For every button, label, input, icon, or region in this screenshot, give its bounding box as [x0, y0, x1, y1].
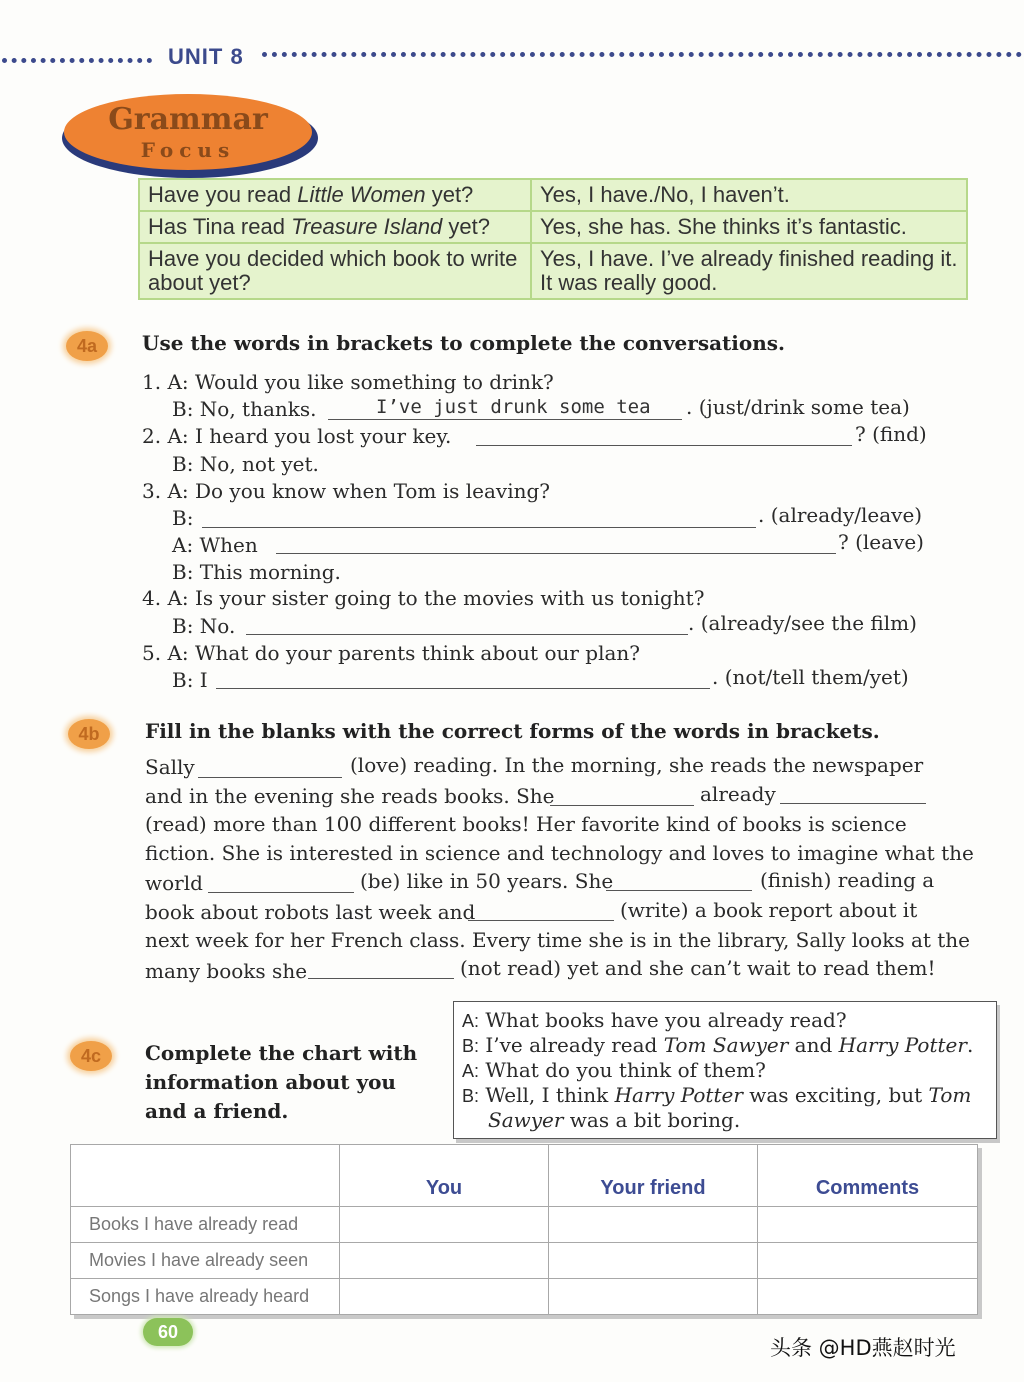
word-hint: ? (leave) — [838, 530, 924, 554]
answer-blank[interactable] — [468, 920, 614, 921]
answer-blank[interactable] — [202, 527, 756, 528]
chart-cell-friend[interactable] — [549, 1243, 758, 1279]
section-marker-4c: 4c — [70, 1041, 112, 1071]
dialogue-line: B: Well, I think Harry Potter was exciting, but Tom — [462, 1083, 972, 1107]
watermark: 头条 @HD燕赵时光 — [770, 1336, 956, 1360]
badge-title: Grammar — [108, 102, 268, 137]
passage-line: (finish) reading a — [760, 868, 935, 892]
chart-row — [71, 1243, 978, 1279]
section-4b-heading: Fill in the blanks with the correct forms of the words in brackets. — [145, 719, 880, 743]
experience-chart — [70, 1144, 978, 1315]
chart-cell-comments[interactable] — [758, 1279, 978, 1315]
passage-line: (not read) yet and she can’t wait to read them! — [460, 956, 936, 980]
passage-line: fiction. She is interested in science and technology and loves to imagine what the — [145, 841, 974, 865]
section-4c-heading-line: Complete the chart with — [145, 1041, 418, 1065]
word-hint: ? (find) — [855, 422, 927, 446]
dialogue-line: B: I’ve already read Tom Sawyer and Harry Potter. — [462, 1033, 974, 1057]
chart-cell-you[interactable] — [340, 1279, 549, 1315]
exercise-line: 5. A: What do your parents think about our plan? — [142, 641, 641, 665]
exercise-line: B: No, thanks. — [172, 397, 317, 421]
answer-blank[interactable] — [780, 803, 926, 804]
exercise-line: B: — [172, 506, 194, 530]
unit-label: UNIT 8 — [168, 44, 244, 69]
chart-row — [71, 1207, 978, 1243]
chart-cell-you[interactable] — [340, 1243, 549, 1279]
exercise-line: B: I — [172, 668, 208, 692]
word-hint: . (just/drink some tea) — [686, 395, 910, 419]
answer-blank[interactable] — [308, 978, 454, 979]
section-4c-heading-line: information about you — [145, 1070, 396, 1094]
passage-line: already — [700, 782, 776, 806]
chart-row-label: Movies I have already seen — [71, 1243, 340, 1279]
grammar-row — [139, 243, 967, 299]
passage-line: (write) a book report about it — [620, 898, 918, 922]
section-4c-heading-line: and a friend. — [145, 1099, 289, 1123]
grammar-row — [139, 179, 967, 211]
chart-header-comments: Comments — [758, 1145, 978, 1207]
example-dialogue-box — [453, 1001, 997, 1139]
passage-line: (love) reading. In the morning, she reads the newspaper — [350, 753, 924, 777]
chart-cell-you[interactable] — [340, 1207, 549, 1243]
section-marker-4a: 4a — [66, 331, 108, 361]
word-hint: . (not/tell them/yet) — [712, 665, 909, 689]
chart-header-empty — [71, 1145, 340, 1207]
section-marker-4b: 4b — [68, 719, 110, 749]
header-dots-right — [262, 52, 1022, 57]
chart-row-label: Songs I have already heard — [71, 1279, 340, 1315]
dialogue-line: Sawyer was a bit boring. — [488, 1108, 741, 1132]
section-4a-heading: Use the words in brackets to complete the conversations. — [142, 331, 785, 355]
answer-blank[interactable] — [476, 445, 852, 446]
answer-blank[interactable] — [606, 890, 752, 891]
dialogue-line: A: What do you think of them? — [462, 1058, 766, 1082]
chart-header-row — [71, 1145, 978, 1207]
exercise-line: B: No, not yet. — [172, 452, 319, 476]
chart-header-friend: Your friend — [549, 1145, 758, 1207]
grammar-table — [138, 178, 968, 300]
grammar-row — [139, 211, 967, 243]
exercise-line: A: When — [172, 533, 258, 557]
exercise-line: 3. A: Do you know when Tom is leaving? — [142, 479, 551, 503]
answer-blank[interactable] — [328, 419, 682, 420]
answer-blank[interactable] — [216, 688, 710, 689]
passage-line: (be) like in 50 years. She — [360, 869, 614, 893]
chart-cell-comments[interactable] — [758, 1207, 978, 1243]
grammar-focus-badge — [64, 94, 312, 170]
chart-row — [71, 1279, 978, 1315]
grammar-question: Have you read Little Women yet? — [139, 179, 531, 211]
grammar-answer: Yes, I have./No, I haven’t. — [531, 179, 967, 211]
passage-line: and in the evening she reads books. She — [145, 784, 555, 808]
filled-answer: I’ve just drunk some tea — [376, 396, 651, 418]
passage-line: Sally — [145, 755, 195, 779]
chart-cell-friend[interactable] — [549, 1279, 758, 1315]
exercise-line: 1. A: Would you like something to drink? — [142, 370, 554, 394]
chart-cell-friend[interactable] — [549, 1207, 758, 1243]
answer-blank[interactable] — [276, 553, 836, 554]
passage-line: (read) more than 100 different books! Her favorite kind of books is science — [145, 812, 907, 836]
answer-blank[interactable] — [246, 634, 688, 635]
exercise-line: 4. A: Is your sister going to the movies with us tonight? — [142, 586, 705, 610]
exercise-line: B: This morning. — [172, 560, 341, 584]
badge-subtitle: Focus — [140, 138, 236, 162]
passage-line: book about robots last week and — [145, 900, 476, 924]
exercise-line: 2. A: I heard you lost your key. — [142, 424, 452, 448]
answer-blank[interactable] — [198, 777, 342, 778]
page-number: 60 — [143, 1318, 193, 1346]
answer-blank[interactable] — [550, 805, 694, 806]
grammar-answer: Yes, I have. I’ve already finished reading it. It was really good. — [531, 243, 967, 299]
grammar-answer: Yes, she has. She thinks it’s fantastic. — [531, 211, 967, 243]
exercise-line: B: No. — [172, 614, 236, 638]
passage-line: world — [145, 871, 203, 895]
chart-header-you: You — [340, 1145, 549, 1207]
answer-blank[interactable] — [208, 892, 354, 893]
chart-row-label: Books I have already read — [71, 1207, 340, 1243]
grammar-question: Has Tina read Treasure Island yet? — [139, 211, 531, 243]
word-hint: . (already/leave) — [758, 503, 923, 527]
passage-line: many books she — [145, 959, 308, 983]
dialogue-line: A: What books have you already read? — [462, 1008, 847, 1032]
passage-line: next week for her French class. Every time she is in the library, Sally looks at the — [145, 928, 971, 952]
grammar-question: Have you decided which book to write about yet? — [139, 243, 531, 299]
word-hint: . (already/see the film) — [688, 611, 917, 635]
chart-cell-comments[interactable] — [758, 1243, 978, 1279]
header-dots-left — [2, 58, 152, 63]
